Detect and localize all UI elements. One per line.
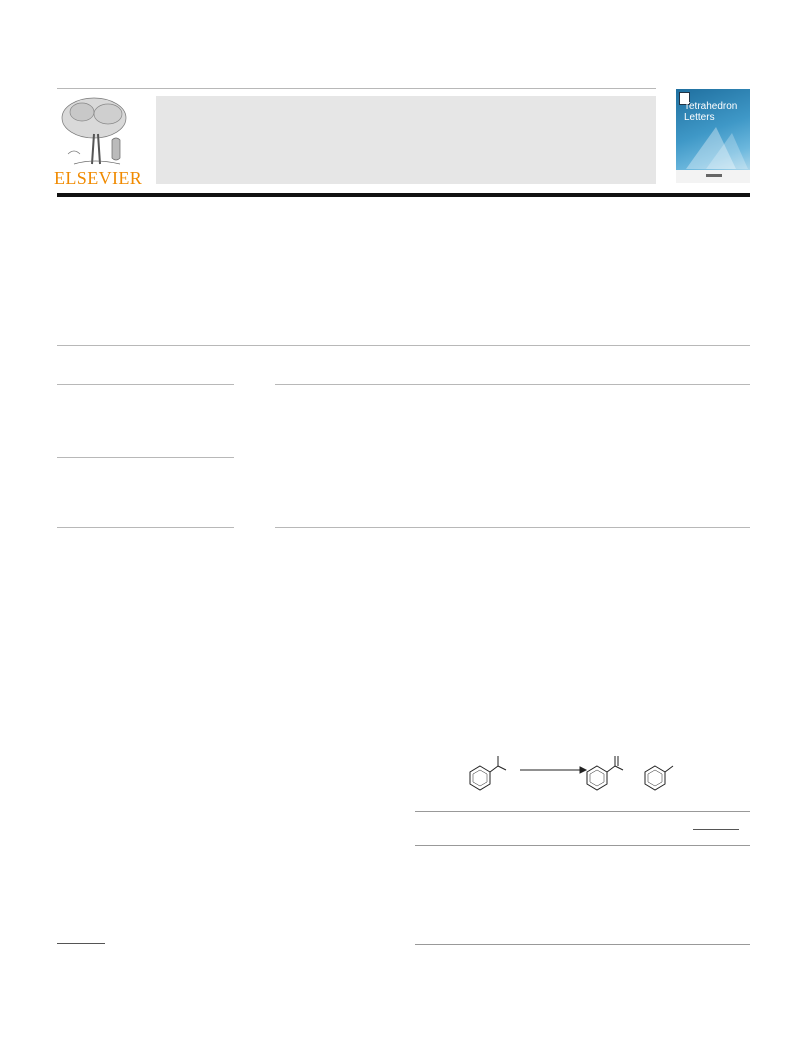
article-info-bottom-rule: [57, 527, 234, 528]
article-info-top-rule: [57, 384, 234, 385]
reactant-structure-icon: [470, 756, 506, 790]
abstract-top-rule: [275, 384, 750, 385]
table-top-rule: [415, 811, 750, 812]
byproduct-structure-icon: [645, 766, 673, 790]
reaction-scheme: [460, 752, 700, 797]
top-rule: [57, 88, 656, 89]
publisher-name: ELSEVIER: [54, 168, 143, 188]
article-info-mid-rule: [57, 457, 234, 458]
cover-title-line1: Tetrahedron: [684, 101, 738, 112]
journal-cover-icon[interactable]: [676, 89, 750, 183]
journal-banner: [156, 96, 656, 184]
title-bottom-rule: [57, 345, 750, 346]
header-bar: [57, 193, 750, 197]
table-group-underline: [693, 829, 739, 830]
footnote-rule: [57, 943, 105, 944]
reaction-arrow-icon: [520, 767, 586, 773]
table-bottom-rule: [415, 944, 750, 945]
abstract-bottom-rule: [275, 527, 750, 528]
tree-scholar-icon: [54, 94, 140, 168]
table-header-rule: [415, 845, 750, 846]
product-structure-icon: [587, 756, 623, 790]
cover-triangle-art-icon: [676, 119, 750, 171]
cover-footer-band: [676, 170, 750, 183]
cover-title-line2: Letters: [684, 112, 715, 123]
